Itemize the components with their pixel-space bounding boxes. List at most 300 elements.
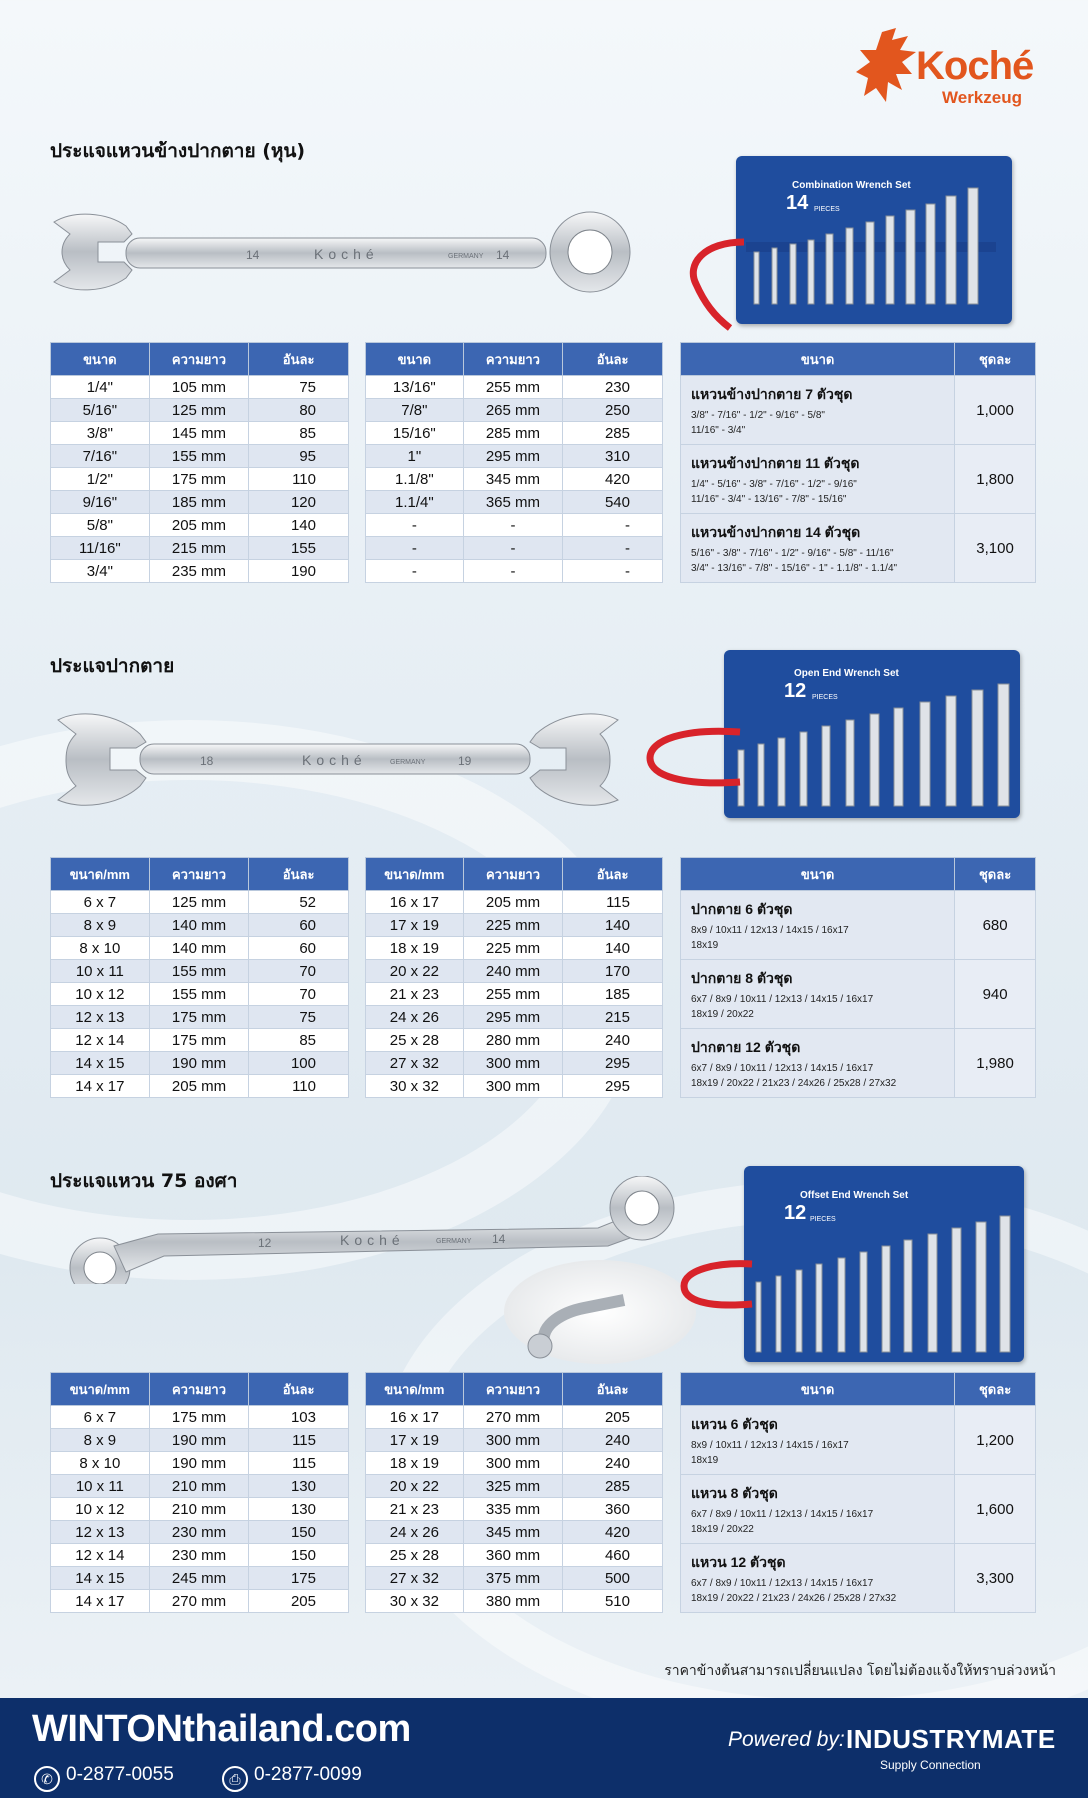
table-row xyxy=(51,1498,349,1521)
table-cell: 185 xyxy=(563,983,663,1006)
table-cell: 17 x 19 xyxy=(366,914,464,937)
table-cell: 175 mm xyxy=(149,1406,249,1429)
table-cell: 1,980 xyxy=(955,1029,1036,1098)
table-row xyxy=(366,1521,663,1544)
table-cell: 215 xyxy=(563,1006,663,1029)
column-header: ความยาว xyxy=(463,1373,563,1406)
table-cell: 130 xyxy=(249,1498,349,1521)
table-cell: 230 mm xyxy=(149,1521,249,1544)
wrench-set-icon xyxy=(744,1166,1024,1362)
table-cell: 140 xyxy=(563,937,663,960)
table-cell: 115 xyxy=(563,891,663,914)
set-sizes: 3/4" - 13/16" - 7/8" - 15/16" - 1" - 1.1/8" - 1.1/4" xyxy=(691,563,898,574)
wrench-set-pouch: Combination Wrench Set 14 PIECES xyxy=(736,156,1012,324)
price-table-right xyxy=(365,342,663,583)
table-cell: - xyxy=(463,537,563,560)
table-row xyxy=(366,514,663,537)
table-cell: 460 xyxy=(563,1544,663,1567)
table-row xyxy=(51,422,349,445)
red-strap xyxy=(684,236,754,332)
table-cell: 300 mm xyxy=(463,1075,563,1098)
table-cell: - xyxy=(563,560,663,583)
table-cell: 11/16" xyxy=(51,537,150,560)
website-link[interactable]: WINTONthailand.com xyxy=(32,1708,411,1750)
fax-number[interactable]: ⎙ 0-2877-0099 xyxy=(222,1764,362,1792)
table-cell xyxy=(681,1406,955,1475)
table-cell: 17 x 19 xyxy=(366,1429,464,1452)
set-name: แหวนข้างปากตาย 7 ตัวชุด xyxy=(691,386,853,402)
column-header: อันละ xyxy=(249,1373,349,1406)
wrench-engraving: Koché xyxy=(340,1232,405,1248)
table-cell: 245 mm xyxy=(149,1567,249,1590)
table-cell: 420 xyxy=(563,1521,663,1544)
table-cell xyxy=(681,960,955,1029)
table-cell: 21 x 23 xyxy=(366,983,464,1006)
table-cell: 210 mm xyxy=(149,1498,249,1521)
table-cell: 100 xyxy=(249,1052,349,1075)
table-cell: 14 x 15 xyxy=(51,1567,150,1590)
table-cell: - xyxy=(563,514,663,537)
table-cell: 20 x 22 xyxy=(366,960,464,983)
column-header: อันละ xyxy=(563,343,663,376)
table-cell: 225 mm xyxy=(463,914,563,937)
table-row xyxy=(51,1406,349,1429)
table-cell: 7/8" xyxy=(366,399,464,422)
column-header: อันละ xyxy=(249,858,349,891)
table-cell: 175 mm xyxy=(149,468,249,491)
table-cell: 12 x 14 xyxy=(51,1544,150,1567)
table-cell xyxy=(681,1544,955,1613)
table-cell: 20 x 22 xyxy=(366,1475,464,1498)
set-sizes: 18x19 xyxy=(691,940,719,951)
table-cell: 215 mm xyxy=(149,537,249,560)
set-name: แหวน 6 ตัวชุด xyxy=(691,1416,778,1432)
table-row xyxy=(366,1075,663,1098)
table-cell: 10 x 11 xyxy=(51,960,150,983)
price-table-left xyxy=(50,1372,349,1613)
table-cell: 240 mm xyxy=(463,960,563,983)
table-cell: 14 x 17 xyxy=(51,1075,150,1098)
table-cell: 205 mm xyxy=(463,891,563,914)
column-header: ความยาว xyxy=(463,858,563,891)
table-row xyxy=(51,1590,349,1613)
set-name: แหวน 8 ตัวชุด xyxy=(691,1485,778,1501)
table-cell: 14 x 17 xyxy=(51,1590,150,1613)
table-cell: 175 mm xyxy=(149,1029,249,1052)
table-row xyxy=(51,1567,349,1590)
table-cell: 265 mm xyxy=(463,399,563,422)
table-row xyxy=(51,399,349,422)
wrench-engraving: GERMANY xyxy=(436,1238,472,1245)
table-row xyxy=(51,960,349,983)
column-header: ขนาด/mm xyxy=(51,1373,150,1406)
table-cell: 280 mm xyxy=(463,1029,563,1052)
table-cell: 5/8" xyxy=(51,514,150,537)
set-sizes: 18x19 / 20x22 / 21x23 / 24x26 / 25x28 / 27x32 xyxy=(691,1078,897,1089)
column-header: ขนาด xyxy=(681,1373,955,1406)
table-row xyxy=(366,376,663,399)
set-row xyxy=(681,1406,1036,1475)
price-table-right xyxy=(365,857,663,1098)
table-cell: 155 mm xyxy=(149,445,249,468)
table-cell: 170 xyxy=(563,960,663,983)
table-row xyxy=(51,537,349,560)
table-cell: 155 mm xyxy=(149,960,249,983)
set-row xyxy=(681,1544,1036,1613)
table-cell: 6 x 7 xyxy=(51,891,150,914)
column-header: ขนาด/mm xyxy=(366,1373,464,1406)
table-cell: 345 mm xyxy=(463,468,563,491)
table-cell: 240 xyxy=(563,1429,663,1452)
table-cell: 295 xyxy=(563,1052,663,1075)
combination-wrench-image xyxy=(48,208,632,296)
table-cell: 5/16" xyxy=(51,399,150,422)
table-cell: 105 mm xyxy=(149,376,249,399)
column-header: ชุดละ xyxy=(955,858,1036,891)
table-row xyxy=(51,514,349,537)
table-cell: 1,600 xyxy=(955,1475,1036,1544)
table-cell: 205 xyxy=(563,1406,663,1429)
table-cell: 270 mm xyxy=(463,1406,563,1429)
set-sizes: 18x19 / 20x22 xyxy=(691,1524,754,1535)
table-cell: - xyxy=(366,560,464,583)
table-row xyxy=(366,983,663,1006)
set-sizes: 3/8" - 7/16" - 1/2" - 9/16" - 5/8" xyxy=(691,410,825,421)
set-name: แหวนข้างปากตาย 14 ตัวชุด xyxy=(691,524,861,540)
industrymate-logo: INDUSTRYMATE xyxy=(846,1724,1056,1754)
table-cell: 510 xyxy=(563,1590,663,1613)
table-row xyxy=(366,560,663,583)
offset-angle-icon xyxy=(504,1260,696,1364)
set-row xyxy=(681,445,1036,514)
table-cell: 190 mm xyxy=(149,1429,249,1452)
table-cell xyxy=(681,1475,955,1544)
phone-number[interactable]: ✆ 0-2877-0055 xyxy=(34,1764,174,1792)
set-name: ปากตาย 8 ตัวชุด xyxy=(691,970,793,986)
set-row xyxy=(681,1475,1036,1544)
table-cell xyxy=(681,445,955,514)
column-header: ความยาว xyxy=(149,1373,249,1406)
set-sizes: 8x9 / 10x11 / 12x13 / 14x15 / 16x17 xyxy=(691,1440,849,1451)
table-cell: 295 mm xyxy=(463,1006,563,1029)
table-cell: 140 xyxy=(249,514,349,537)
table-cell: 190 xyxy=(249,560,349,583)
red-strap xyxy=(644,722,744,802)
column-header: ความยาว xyxy=(149,858,249,891)
table-cell: 230 mm xyxy=(149,1544,249,1567)
table-row xyxy=(366,422,663,445)
set-row xyxy=(681,960,1036,1029)
table-cell: 420 xyxy=(563,468,663,491)
table-row xyxy=(366,1544,663,1567)
table-cell: 85 xyxy=(249,1029,349,1052)
table-row xyxy=(366,1567,663,1590)
table-cell: 540 xyxy=(563,491,663,514)
table-row xyxy=(51,1452,349,1475)
table-cell: 1,800 xyxy=(955,445,1036,514)
table-row xyxy=(51,1052,349,1075)
set-row xyxy=(681,891,1036,960)
table-cell: 85 xyxy=(249,422,349,445)
table-cell: 3/8" xyxy=(51,422,150,445)
table-row xyxy=(366,1052,663,1075)
table-cell: 8 x 9 xyxy=(51,1429,150,1452)
table-cell: 80 xyxy=(249,399,349,422)
table-cell xyxy=(681,514,955,583)
table-row xyxy=(51,1006,349,1029)
table-cell: 285 xyxy=(563,1475,663,1498)
column-header: ชุดละ xyxy=(955,1373,1036,1406)
wrench-set-icon xyxy=(724,650,1020,818)
table-cell: 210 mm xyxy=(149,1475,249,1498)
koche-logo xyxy=(852,26,1052,116)
table-cell: 60 xyxy=(249,937,349,960)
lion-icon xyxy=(852,26,922,116)
wrench-engraving: GERMANY xyxy=(390,759,426,766)
table-row xyxy=(51,914,349,937)
table-cell: 940 xyxy=(955,960,1036,1029)
table-row xyxy=(366,1498,663,1521)
wrench-engraving: GERMANY xyxy=(448,253,484,260)
table-cell: 115 xyxy=(249,1429,349,1452)
table-cell: 10 x 11 xyxy=(51,1475,150,1498)
column-header: ขนาด xyxy=(681,858,955,891)
price-disclaimer: ราคาข้างต้นสามารถเปลี่ยนแปลง โดยไม่ต้องแจ้งให้ทราบล่วงหน้า xyxy=(664,1663,1056,1679)
table-cell: 3,100 xyxy=(955,514,1036,583)
table-cell: 205 xyxy=(249,1590,349,1613)
table-row xyxy=(366,445,663,468)
set-name: ปากตาย 12 ตัวชุด xyxy=(691,1039,801,1055)
table-cell: 27 x 32 xyxy=(366,1567,464,1590)
wrench-engraving: 14 xyxy=(246,248,260,262)
table-cell: 1,000 xyxy=(955,376,1036,445)
set-name: แหวนข้างปากตาย 11 ตัวชุด xyxy=(691,455,860,471)
table-cell: 140 xyxy=(563,914,663,937)
fax-icon: ⎙ xyxy=(222,1766,248,1792)
table-cell: 190 mm xyxy=(149,1052,249,1075)
table-cell: 270 mm xyxy=(149,1590,249,1613)
table-cell: 140 mm xyxy=(149,914,249,937)
table-cell: 52 xyxy=(249,891,349,914)
column-header: ขนาด xyxy=(681,343,955,376)
table-cell: 1.1/8" xyxy=(366,468,464,491)
wrench-engraving: 12 xyxy=(258,1236,272,1250)
table-row xyxy=(51,983,349,1006)
table-row xyxy=(366,468,663,491)
table-cell: 380 mm xyxy=(463,1590,563,1613)
table-cell: 110 xyxy=(249,468,349,491)
table-row xyxy=(51,1029,349,1052)
table-row xyxy=(51,1544,349,1567)
table-cell: 375 mm xyxy=(463,1567,563,1590)
table-cell: 285 mm xyxy=(463,422,563,445)
table-cell: 150 xyxy=(249,1544,349,1567)
table-cell: 360 mm xyxy=(463,1544,563,1567)
table-cell: 360 xyxy=(563,1498,663,1521)
table-row xyxy=(366,491,663,514)
table-cell: 140 mm xyxy=(149,937,249,960)
table-cell xyxy=(681,891,955,960)
table-cell: 680 xyxy=(955,891,1036,960)
table-cell: 8 x 10 xyxy=(51,1452,150,1475)
table-cell: 110 xyxy=(249,1075,349,1098)
table-cell: 300 mm xyxy=(463,1452,563,1475)
table-cell: 25 x 28 xyxy=(366,1029,464,1052)
table-cell: 125 mm xyxy=(149,399,249,422)
section-title: ประแจแหวน 75 องศา xyxy=(50,1170,238,1192)
table-cell: 1.1/4" xyxy=(366,491,464,514)
table-cell: 9/16" xyxy=(51,491,150,514)
logo-subtitle: Werkzeug xyxy=(942,88,1022,107)
table-cell: 30 x 32 xyxy=(366,1590,464,1613)
table-cell: 6 x 7 xyxy=(51,1406,150,1429)
table-cell: 175 xyxy=(249,1567,349,1590)
table-cell: 250 xyxy=(563,399,663,422)
table-cell: 285 xyxy=(563,422,663,445)
column-header: อันละ xyxy=(563,858,663,891)
set-sizes: 6x7 / 8x9 / 10x11 / 12x13 / 14x15 / 16x17 xyxy=(691,994,874,1005)
set-price-table xyxy=(680,342,1036,583)
table-cell: 3/4" xyxy=(51,560,150,583)
table-row xyxy=(366,960,663,983)
table-cell: 335 mm xyxy=(463,1498,563,1521)
table-cell: 70 xyxy=(249,960,349,983)
table-cell: 60 xyxy=(249,914,349,937)
table-cell: 8 x 10 xyxy=(51,937,150,960)
set-sizes: 18x19 xyxy=(691,1455,719,1466)
set-name: ปากตาย 6 ตัวชุด xyxy=(691,901,793,917)
wrench-engraving: 14 xyxy=(496,248,510,262)
table-row xyxy=(366,914,663,937)
table-cell: 25 x 28 xyxy=(366,1544,464,1567)
wrench-set-pouch: Open End Wrench Set 12 PIECES xyxy=(724,650,1020,818)
table-row xyxy=(366,1406,663,1429)
set-price-table xyxy=(680,1372,1036,1613)
table-row xyxy=(366,891,663,914)
table-row xyxy=(51,891,349,914)
set-row xyxy=(681,514,1036,583)
table-row xyxy=(51,1429,349,1452)
table-cell: - xyxy=(366,514,464,537)
price-table-left xyxy=(50,342,349,583)
table-row xyxy=(51,1475,349,1498)
column-header: อันละ xyxy=(249,343,349,376)
table-cell: 15/16" xyxy=(366,422,464,445)
set-sizes: 6x7 / 8x9 / 10x11 / 12x13 / 14x15 / 16x17 xyxy=(691,1578,874,1589)
table-cell: 12 x 13 xyxy=(51,1521,150,1544)
table-cell: 300 mm xyxy=(463,1052,563,1075)
table-cell: 205 mm xyxy=(149,514,249,537)
offset-angle-detail-image xyxy=(504,1260,696,1364)
wrench-engraving: 14 xyxy=(492,1232,506,1246)
table-cell: 255 mm xyxy=(463,983,563,1006)
wrench-engraving: 18 xyxy=(200,754,214,768)
table-cell: 185 mm xyxy=(149,491,249,514)
table-row xyxy=(366,1029,663,1052)
table-cell: 150 xyxy=(249,1521,349,1544)
table-cell: 24 x 26 xyxy=(366,1521,464,1544)
set-price-table xyxy=(680,857,1036,1098)
set-sizes: 6x7 / 8x9 / 10x11 / 12x13 / 14x15 / 16x17 xyxy=(691,1063,874,1074)
table-row xyxy=(366,1006,663,1029)
table-cell: 30 x 32 xyxy=(366,1075,464,1098)
wrench-set-icon xyxy=(736,156,1012,324)
table-cell: 125 mm xyxy=(149,891,249,914)
table-cell: - xyxy=(463,514,563,537)
table-cell: 205 mm xyxy=(149,1075,249,1098)
table-cell: 13/16" xyxy=(366,376,464,399)
table-cell: 295 xyxy=(563,1075,663,1098)
table-cell: 295 mm xyxy=(463,445,563,468)
table-cell: - xyxy=(366,537,464,560)
column-header: ขนาด xyxy=(366,343,464,376)
price-table-right xyxy=(365,1372,663,1613)
column-header: ขนาด/mm xyxy=(51,858,150,891)
table-cell: 16 x 17 xyxy=(366,891,464,914)
table-cell: 145 mm xyxy=(149,422,249,445)
table-row xyxy=(366,937,663,960)
table-cell: 103 xyxy=(249,1406,349,1429)
table-row xyxy=(51,376,349,399)
column-header: ความยาว xyxy=(149,343,249,376)
set-sizes: 5/16" - 3/8" - 7/16" - 1/2" - 9/16" - 5/8" - 11/16" xyxy=(691,548,894,559)
table-row xyxy=(51,560,349,583)
table-cell: 1/2" xyxy=(51,468,150,491)
column-header: ความยาว xyxy=(463,343,563,376)
table-cell: 235 mm xyxy=(149,560,249,583)
set-sizes: 18x19 / 20x22 xyxy=(691,1009,754,1020)
table-cell: 155 xyxy=(249,537,349,560)
table-cell: 18 x 19 xyxy=(366,1452,464,1475)
table-row xyxy=(366,1429,663,1452)
table-cell: 345 mm xyxy=(463,1521,563,1544)
table-row xyxy=(51,937,349,960)
table-cell: 1" xyxy=(366,445,464,468)
set-sizes: 11/16" - 3/4" - 13/16" - 7/8" - 15/16" xyxy=(691,494,847,505)
table-cell: 27 x 32 xyxy=(366,1052,464,1075)
footer xyxy=(0,1698,1088,1798)
open-end-wrench-image xyxy=(52,708,624,812)
table-cell: 500 xyxy=(563,1567,663,1590)
table-row xyxy=(51,1075,349,1098)
table-cell: 365 mm xyxy=(463,491,563,514)
table-cell: 75 xyxy=(249,1006,349,1029)
table-row xyxy=(366,537,663,560)
wrench-engraving: Koché xyxy=(302,752,367,768)
price-table-left xyxy=(50,857,349,1098)
table-cell: 7/16" xyxy=(51,445,150,468)
table-cell: 95 xyxy=(249,445,349,468)
table-row xyxy=(51,445,349,468)
table-cell xyxy=(681,1029,955,1098)
table-cell: 240 xyxy=(563,1452,663,1475)
table-row xyxy=(366,399,663,422)
table-cell: 230 xyxy=(563,376,663,399)
section-title: ประแจแหวนข้างปากตาย (หุน) xyxy=(50,140,306,162)
red-strap xyxy=(676,1258,756,1338)
table-cell: 155 mm xyxy=(149,983,249,1006)
column-header: ขนาด xyxy=(51,343,150,376)
table-cell: 300 mm xyxy=(463,1429,563,1452)
table-row xyxy=(51,1521,349,1544)
set-sizes: 11/16" - 3/4" xyxy=(691,425,746,436)
table-cell: 1/4" xyxy=(51,376,150,399)
table-row xyxy=(51,468,349,491)
table-cell: 3,300 xyxy=(955,1544,1036,1613)
wrench-engraving: 19 xyxy=(458,754,472,768)
table-cell: 255 mm xyxy=(463,376,563,399)
set-sizes: 18x19 / 20x22 / 21x23 / 24x26 / 25x28 / 27x32 xyxy=(691,1593,897,1604)
